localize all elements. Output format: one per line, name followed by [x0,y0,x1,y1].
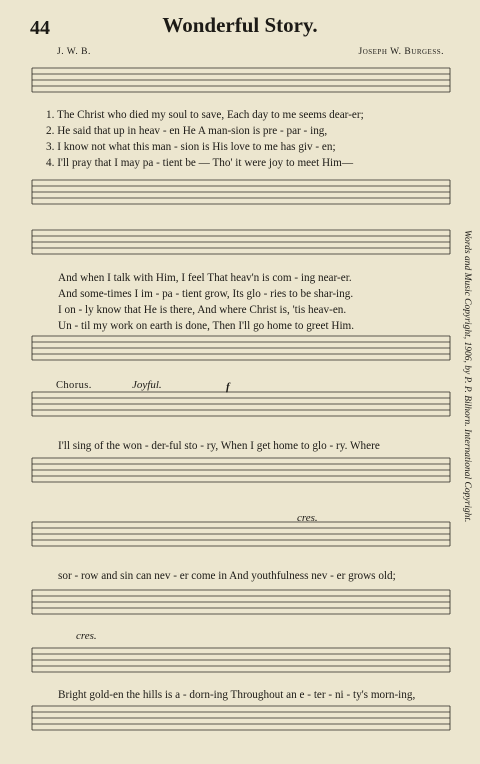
crescendo-marking-1: cres. [297,512,318,524]
verse-3-line-2: I on - ly know that He is there, And where Christ is, 'tis heav-en. [58,304,347,316]
chorus-line-1: I'll sing of the won - der-ful sto - ry, When I get home to glo - ry. Where [58,440,380,452]
hymn-title: Wonderful Story. [162,13,318,37]
verse-1-line-2: And when I talk with Him, I feel That heav'n is com - ing near-er. [58,272,352,284]
forte-marking: f [226,381,230,393]
verse-4-line-2: Un - til my work on earth is done, Then I'll go home to greet Him. [58,320,355,332]
tempo-marking: Joyful. [132,379,162,391]
verse-2-line-2: And some-times I im - pa - tient grow, Its glo - ries to be shar-ing. [58,288,354,300]
chorus-line-3: Bright gold-en the hills is a - dorn-ing Throughout an e - ter - ni - ty's morn-ing, [58,689,416,701]
chorus-line-2: sor - row and sin can nev - er come in And youthfulness nev - er grows old; [58,570,396,582]
verse-1-line-1: 1. The Christ who died my soul to save, Each day to me seems dear-er; [46,109,364,121]
lyricist-credit: J. W. B. [57,47,91,57]
chorus-label: Chorus. [56,380,92,391]
copyright-notice: Words and Music Copyright, 1906, by P. P. Bilhorn. International Copyright. [462,230,472,523]
verse-2-line-1: 2. He said that up in heav - en He A man-sion is pre - par - ing, [46,125,328,137]
crescendo-marking-2: cres. [76,630,97,642]
composer-credit: Joseph W. Burgess. [358,47,444,57]
verse-4-line-1: 4. I'll pray that I may pa - tient be — Tho' it were joy to meet Him— [46,157,354,169]
page-number: 44 [30,17,50,39]
verse-3-line-1: 3. I know not what this man - sion is His love to me has giv - en; [46,141,336,153]
